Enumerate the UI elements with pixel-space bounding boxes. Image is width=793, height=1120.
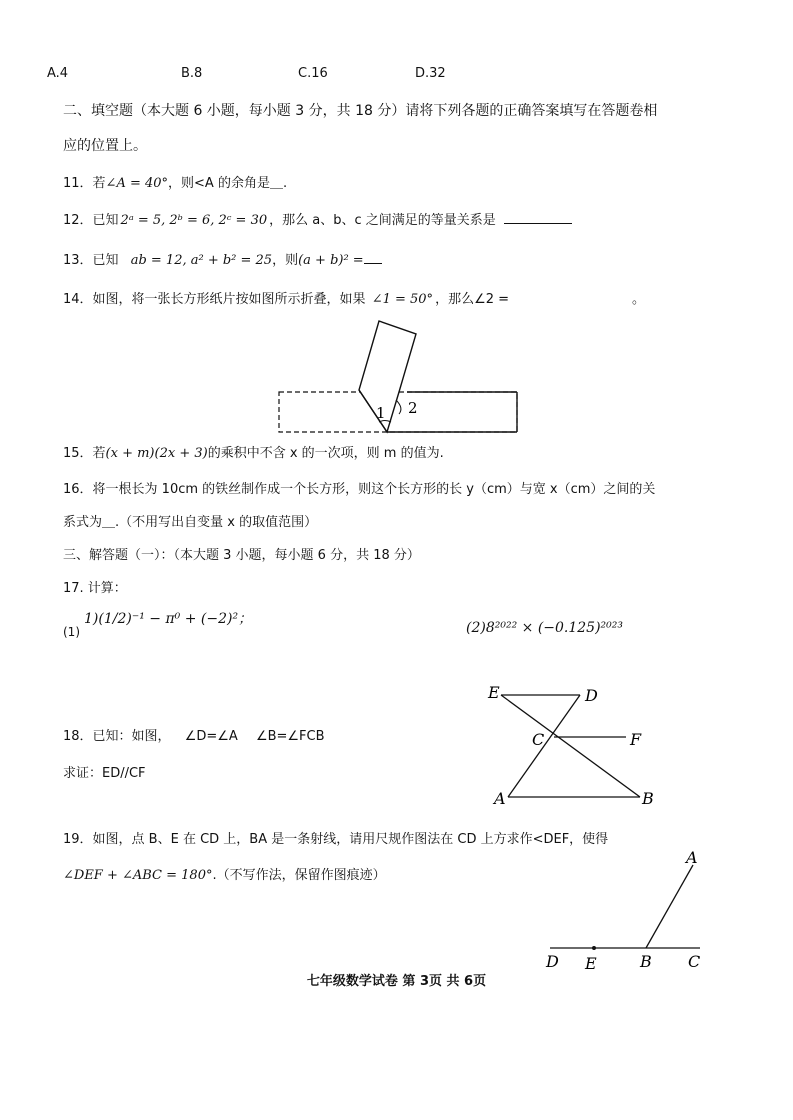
- point-E-label: E: [585, 954, 597, 973]
- q13-answer-blank: [364, 263, 382, 264]
- question-15: [63, 442, 444, 461]
- q18-condition-1: ∠D=∠A: [184, 729, 238, 744]
- angle-2-label: 2: [408, 399, 418, 417]
- point-B-label: B: [642, 789, 654, 808]
- section3-heading: 三、解答题（一）：（本大题 3 小题，每小题 6 分，共 18 分）: [63, 548, 420, 563]
- question-11: [63, 172, 287, 191]
- question-19-cont: [63, 864, 386, 883]
- q11-prefix: 11．若: [63, 176, 106, 191]
- q12-suffix: ，那么 a、b、c 之间满足的等量关系是: [269, 213, 496, 228]
- choice-c: C.16: [298, 66, 328, 81]
- q13-math: ab = 12, a² + b² = 25: [130, 253, 273, 268]
- segment-EB: [501, 695, 640, 797]
- ray-BA: [646, 865, 693, 948]
- q12-prefix: 12．已知: [63, 213, 119, 228]
- question-18: [63, 725, 325, 744]
- q12-math: 2ᵃ = 5, 2ᵇ = 6, 2ᶜ = 30: [120, 213, 268, 228]
- construction-figure: [540, 845, 715, 975]
- parallel-figure: [480, 682, 670, 812]
- q13-prefix: 13．已知: [63, 253, 119, 268]
- section2-heading: 二、填空题（本大题 6 小题，每小题 3 分，共 18 分）请将下列各题的正确答案填写在答题卷相: [63, 103, 658, 119]
- angle-2-arc: [396, 400, 401, 414]
- q17-part1-math: 1)(1/2)⁻¹ − π⁰ + (−2)²；: [84, 611, 253, 627]
- q13-math2: (a + b)² =: [298, 253, 364, 268]
- point-D-label: D: [585, 686, 598, 705]
- q18-prove: 求证：ED//CF: [63, 766, 146, 781]
- q17-part1-label: (1): [63, 625, 80, 639]
- q15-suffix: 的乘积中不含 x 的一次项，则 m 的值为.: [207, 446, 444, 461]
- q19-math: ∠DEF + ∠ABC = 180°: [63, 868, 213, 883]
- point-C-label: C: [688, 952, 701, 971]
- q15-math: (x + m)(2x + 3): [105, 446, 208, 461]
- point-E-dot: [592, 946, 596, 950]
- point-C-label: C: [532, 730, 545, 749]
- question-19: 19．如图，点 B、E 在 CD 上，BA 是一条射线，请用尺规作图法在 CD 上方求作<DEF，使得: [63, 832, 609, 847]
- q18-condition-2: ∠B=∠FCB: [255, 729, 325, 744]
- q19-suffix: .（不写作法，保留作图痕迹）: [212, 868, 386, 883]
- q17-part2-math: (2)8²⁰²² × (−0.125)²⁰²³: [466, 620, 624, 636]
- choice-a: A.4: [47, 66, 69, 81]
- q12-answer-blank: [504, 223, 572, 224]
- q11-suffix: ，则<A 的余角是＿.: [168, 176, 288, 191]
- fold-dashed-rect: [279, 392, 517, 432]
- q14-mid: ，那么∠2 =: [435, 292, 510, 307]
- point-F-label: F: [630, 730, 642, 749]
- question-12: [63, 209, 572, 228]
- point-A-label: A: [686, 848, 698, 867]
- angle-1-label: 1: [376, 404, 386, 422]
- point-A-label: A: [494, 789, 506, 808]
- fold-figure: [275, 318, 525, 438]
- q14-prefix: 14．如图，将一张长方形纸片按如图所示折叠，如果: [63, 292, 366, 307]
- choice-b: B.8: [181, 66, 203, 81]
- page-footer: 七年级数学试卷 第 3页 共 6页: [306, 974, 487, 989]
- q18-prefix: 18．已知：如图，: [63, 729, 171, 744]
- question-16-cont: 系式为＿.（不用写出自变量 x 的取值范围）: [63, 515, 318, 530]
- point-E-label: E: [488, 683, 500, 702]
- q14-math: ∠1 = 50°: [371, 292, 434, 307]
- question-14: [63, 288, 509, 307]
- point-B-label: B: [640, 952, 652, 971]
- q13-mid: ，则: [272, 253, 299, 268]
- question-17-title: 17. 计算：: [63, 581, 127, 596]
- q15-prefix: 15．若: [63, 446, 106, 461]
- q14-period: 。: [632, 292, 646, 307]
- question-16: 16．将一根长为 10cm 的铁丝制作成一个长方形，则这个长方形的长 y（cm）与宽 x（cm）之间的关: [63, 482, 656, 497]
- choice-d: D.32: [415, 66, 446, 81]
- q11-math: ∠A = 40°: [105, 176, 169, 191]
- section2-heading-cont: 应的位置上。: [63, 138, 147, 154]
- question-13: [63, 249, 382, 268]
- point-D-label: D: [546, 952, 559, 971]
